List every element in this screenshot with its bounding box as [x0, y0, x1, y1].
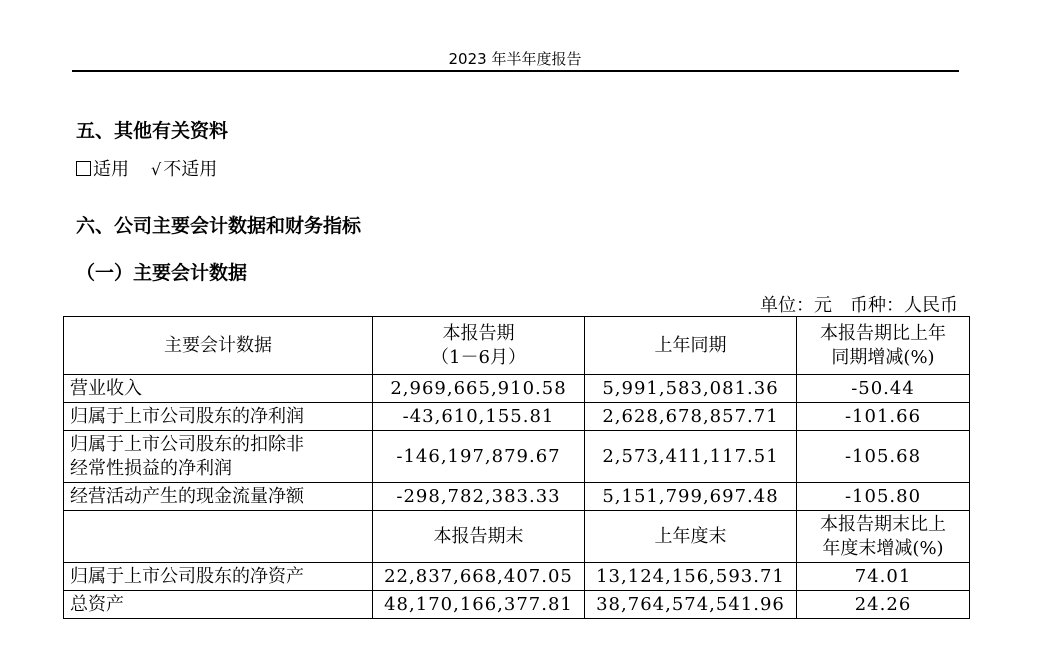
- row-change: 24.26: [797, 591, 970, 619]
- unit-label: 单位：元: [760, 295, 832, 316]
- header-change: 本报告期比上年 同期增减(%): [797, 317, 970, 375]
- row-current: -298,782,383.33: [373, 483, 585, 511]
- header-current-period: 本报告期 （1－6月）: [373, 317, 585, 375]
- table-row: [64, 403, 970, 431]
- row-prior: 5,151,799,697.48: [585, 483, 797, 511]
- applicability-options: [76, 155, 217, 181]
- table-row: [64, 431, 970, 483]
- row-item: 归属于上市公司股东的净资产: [64, 563, 373, 591]
- accounting-data-table: [63, 316, 970, 619]
- table-row: [64, 591, 970, 619]
- row-prior: 13,124,156,593.71: [585, 563, 797, 591]
- not-applicable-label: 不适用: [163, 159, 218, 180]
- subheader-change: 本报告期末比上 年度末增减(%): [797, 511, 970, 563]
- row-change: -101.66: [797, 403, 970, 431]
- table-header-row: [64, 317, 970, 375]
- table-subheader-row: [64, 511, 970, 563]
- header-divider: [72, 70, 959, 72]
- subheader-period-end: 本报告期末: [373, 511, 585, 563]
- applicable-checkbox: [76, 161, 91, 176]
- row-change: 74.01: [797, 563, 970, 591]
- row-current: 48,170,166,377.81: [373, 591, 585, 619]
- row-current: -43,610,155.81: [373, 403, 585, 431]
- subheader-item: [64, 511, 373, 563]
- subsection1-title: （一）主要会计数据: [76, 262, 248, 284]
- row-item: 总资产: [64, 591, 373, 619]
- applicable-label: 适用: [93, 159, 129, 180]
- row-prior: 2,628,678,857.71: [585, 403, 797, 431]
- check-mark-icon: √: [151, 160, 162, 179]
- row-current: 2,969,665,910.58: [373, 375, 585, 403]
- row-prior: 38,764,574,541.96: [585, 591, 797, 619]
- row-item: 经营活动产生的现金流量净额: [64, 483, 373, 511]
- section5-title: 五、其他有关资料: [76, 120, 229, 142]
- table-row: [64, 483, 970, 511]
- report-header-title: 2023 年半年度报告: [448, 50, 582, 68]
- row-change: -105.80: [797, 483, 970, 511]
- row-item: 归属于上市公司股东的扣除非 经常性损益的净利润: [64, 431, 373, 483]
- row-current: 22,837,668,407.05: [373, 563, 585, 591]
- row-current: -146,197,879.67: [373, 431, 585, 483]
- subheader-prior-year-end: 上年度末: [585, 511, 797, 563]
- currency-label: 币种：人民币: [850, 295, 958, 316]
- row-change: -105.68: [797, 431, 970, 483]
- row-prior: 5,991,583,081.36: [585, 375, 797, 403]
- table-row: [64, 563, 970, 591]
- row-item: 营业收入: [64, 375, 373, 403]
- header-prior-period: 上年同期: [585, 317, 797, 375]
- table-row: [64, 375, 970, 403]
- section6-title: 六、公司主要会计数据和财务指标: [76, 215, 362, 237]
- header-item: 主要会计数据: [64, 317, 373, 375]
- row-item: 归属于上市公司股东的净利润: [64, 403, 373, 431]
- unit-currency-line: [760, 291, 958, 317]
- row-change: -50.44: [797, 375, 970, 403]
- row-prior: 2,573,411,117.51: [585, 431, 797, 483]
